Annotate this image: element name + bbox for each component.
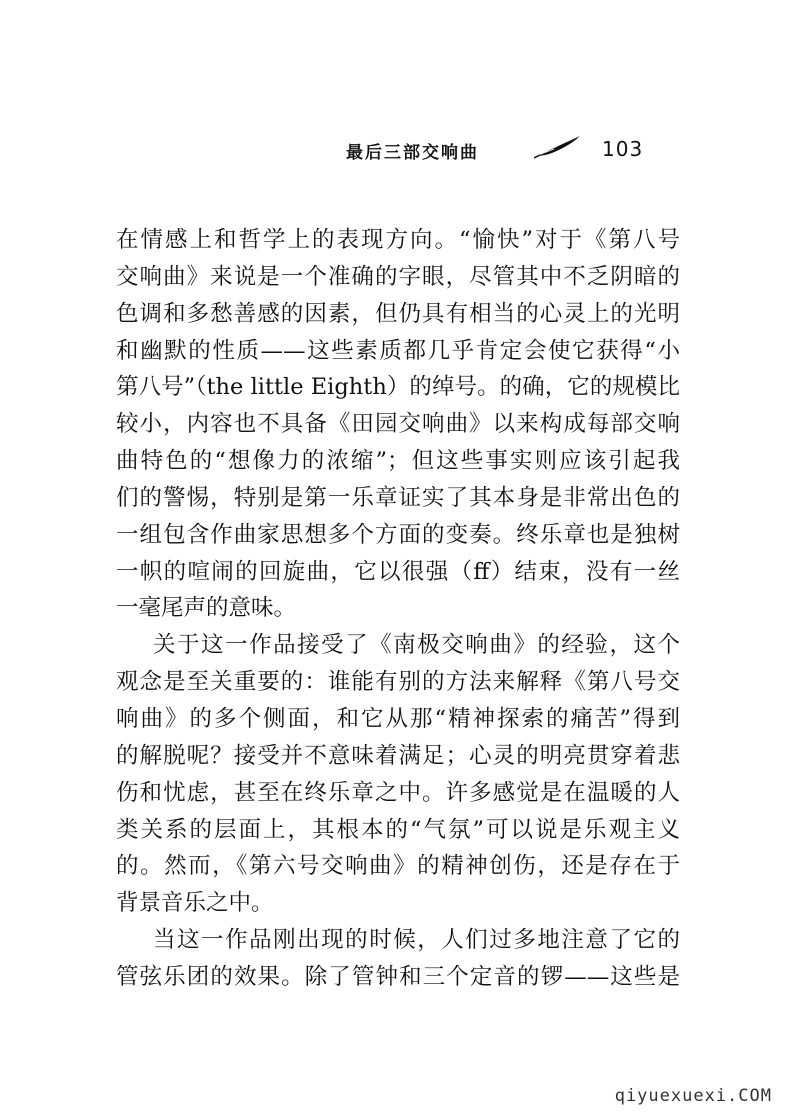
text-line: 和幽默的性质——这些素质都几乎肯定会使它获得“小 [116,337,680,364]
text-line: 一组包含作曲家思想多个方面的变奏。终乐章也是独树 [116,521,680,548]
paragraph-1 [116,222,680,627]
text-line: 的。然而，《第六号交响曲》的精神创伤，还是存在于 [116,853,680,880]
text-line: 类关系的层面上，其根本的“气氛”可以说是乐观主义 [116,816,680,843]
text-line: 色调和多愁善感的因素，但仍具有相当的心灵上的光明 [116,300,680,327]
paragraph-2 [116,627,680,922]
text-line: 响曲》的多个侧面，和它从那“精神探索的痛苦”得到 [116,705,680,732]
text-line: 伤和忧虑，甚至在终乐章之中。许多感觉是在温暖的人 [116,779,680,806]
text-line: 关于这一作品接受了《南极交响曲》的经验，这个 [153,632,680,659]
text-line: 一帜的喧闹的回旋曲，它以很强（ff）结束，没有一丝 [116,558,680,585]
running-header [346,134,656,166]
text-line: 们的警惕，特别是第一乐章证实了其本身是非常出色的 [116,484,680,511]
page-number: 103 [602,137,644,161]
text-line: 较小，内容也不具备《田园交响曲》以来构成每部交响 [116,411,680,438]
quill-pen-icon [534,134,582,160]
paragraph-3 [116,922,680,996]
text-line: 背景音乐之中。 [116,890,274,917]
text-line: 曲特色的“想像力的浓缩”；但这些事实则应该引起我 [116,448,680,475]
text-line: 的解脱呢？接受并不意味着满足；心灵的明亮贯穿着悲 [116,742,680,769]
text-line: 交响曲》来说是一个准确的字眼，尽管其中不乏阴暗的 [116,263,680,290]
body-text [116,222,680,996]
text-line: 在情感上和哲学上的表现方向。“愉快”对于《第八号 [116,227,680,253]
text-line: 当这一作品刚出现的时候，人们过多地注意了它的 [153,927,680,954]
text-line: 管弦乐团的效果。除了管钟和三个定音的锣——这些是 [116,963,680,990]
text-line: 观念是至关重要的：谁能有别的方法来解释《第八号交 [116,669,680,696]
site-watermark: qiyuexuexi.COM [614,1086,772,1106]
text-line: 一毫尾声的意味。 [116,595,297,622]
text-line: 第八号”（the little Eighth）的绰号。的确，它的规模比 [116,374,680,401]
running-title: 最后三部交响曲 [346,143,479,163]
